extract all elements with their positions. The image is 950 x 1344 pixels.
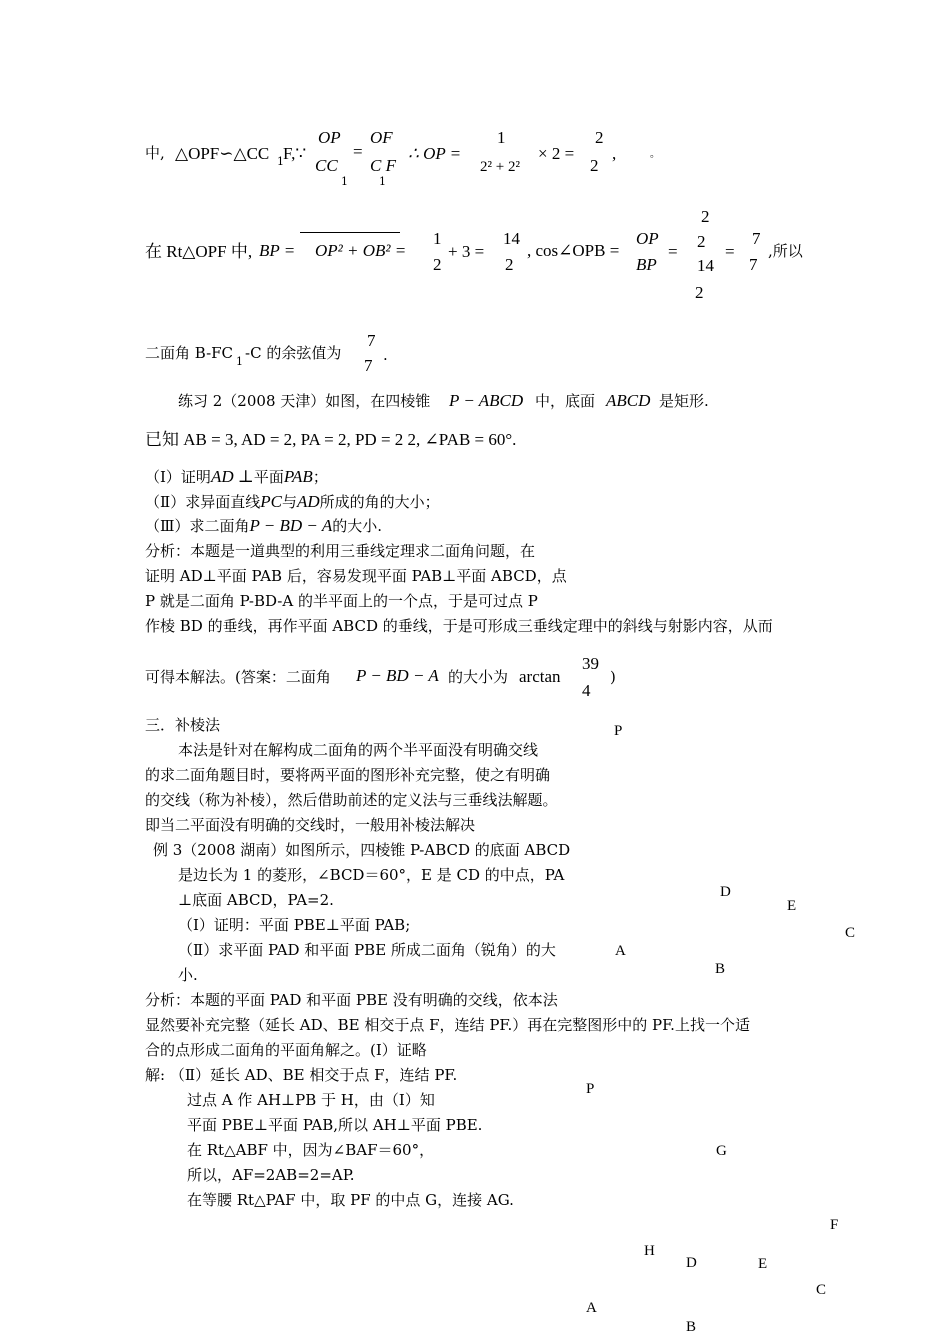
- label-b: B: [686, 1319, 697, 1335]
- analysis-line: 合的点形成二面角的平面角解之。(Ⅰ）证略: [145, 1041, 427, 1059]
- label-d: D: [686, 1255, 697, 1271]
- solution-line: 所以，AF=2AB=2=AP.: [187, 1166, 355, 1184]
- comma: ,: [612, 144, 617, 163]
- para-line: 即当二平面没有明确的交线时，一般用补棱法解决: [145, 816, 476, 834]
- end: .: [383, 346, 388, 364]
- solution-line: 在 Rt△ABF 中，因为∠BAF＝60°，: [187, 1141, 435, 1159]
- label-e: E: [787, 898, 797, 914]
- example-q2: （Ⅱ）求平面 PAD 和平面 PBE 所成二面角（锐角）的大: [178, 941, 556, 959]
- label-c: C: [845, 925, 856, 941]
- solution-line: 平面 PBE⊥平面 PAB,所以 AH⊥平面 PBE.: [187, 1116, 483, 1134]
- frac2-sub: 1: [379, 175, 386, 188]
- line1-math: P − ABCD: [449, 391, 524, 410]
- arctan: arctan: [519, 667, 561, 686]
- cos-opb: , cos∠OPB =: [527, 241, 620, 260]
- frac2-num: OF: [370, 128, 393, 147]
- f1-num: 1: [433, 229, 442, 248]
- f2-den: 2: [505, 255, 514, 274]
- question-1: （Ⅰ）证明AD ⊥平面PAB；: [145, 467, 328, 486]
- analysis-line: 证明 AD⊥平面 PAB 后，容易发现平面 PAB⊥平面 ABCD，点: [145, 567, 567, 585]
- bp-eq: BP =: [259, 241, 296, 260]
- label-d: D: [720, 884, 731, 900]
- f4-den: 14: [697, 256, 714, 275]
- sub: 1: [277, 155, 284, 168]
- para-line: 本法是针对在解构成二面角的两个半平面没有明确交线: [178, 741, 539, 759]
- label-g: G: [716, 1143, 727, 1159]
- rt-prefix: 在 Rt△OPF 中,: [145, 242, 253, 261]
- para-line: 的求二面角题目时，要将两平面的图形补充完整，使之有明确: [145, 766, 551, 784]
- example-q1: （Ⅰ）证明：平面 PBE⊥平面 PAB;: [178, 916, 411, 934]
- plus3: + 3 =: [448, 242, 485, 261]
- f4-num: 2: [697, 232, 706, 251]
- f1-den: 2: [433, 255, 442, 274]
- label-e: E: [758, 1256, 768, 1272]
- frac1-num: OP: [318, 128, 341, 147]
- period-mark: 。: [650, 149, 660, 160]
- f5-den: 7: [749, 255, 758, 274]
- f3-num: OP: [636, 229, 659, 248]
- solution-line: 在等腰 Rt△PAF 中，取 PF 的中点 G，连接 AG.: [187, 1191, 514, 1209]
- question-3: （Ⅲ）求二面角P − BD − A的大小.: [145, 516, 383, 535]
- label-a: A: [615, 943, 626, 959]
- f5-num: 7: [752, 229, 761, 248]
- radical-bar: [300, 232, 400, 233]
- label-p: P: [614, 723, 623, 739]
- para-line: 的交线（称为补棱），然后借助前述的定义法与三垂线法解题。: [145, 791, 558, 809]
- frac2-den: C F: [370, 156, 396, 175]
- label-p: P: [586, 1081, 595, 1097]
- solution-line: 解: （Ⅱ）延长 AD、BE 相交于点 F，连结 PF.: [145, 1066, 458, 1084]
- example-line: ⊥底面 ABCD，PA=2.: [178, 891, 334, 909]
- frac3-num: 1: [497, 128, 506, 147]
- line1-b: 中，底面: [535, 392, 596, 410]
- frac4-den: 2: [590, 156, 599, 175]
- analysis-line: 分析：本题的平面 PAD 和平面 PBE 没有明确的交线，依本法: [145, 991, 558, 1009]
- analysis-line: 作棱 BD 的垂线，再作平面 ABCD 的垂线，于是可形成三垂线定理中的斜线与射影内容，从而: [145, 617, 773, 635]
- frac3-den: 2² + 2²: [480, 159, 520, 175]
- answer-a: 可得本解法。(答案：二面角: [145, 668, 331, 686]
- line1-c: 是矩形.: [659, 392, 709, 410]
- analysis-line: 分析：本题是一道典型的利用三垂线定理求二面角问题，在: [145, 542, 536, 560]
- similar-text: △OPF∽△CC: [175, 144, 270, 163]
- example-line: 例 3（2008 湖南）如图所示，四棱锥 P-ABCD 的底面 ABCD: [153, 841, 571, 859]
- analysis-line: 显然要补充完整（延长 AD、BE 相交于点 F，连结 PF.）再在完整图形中的 PF.上找一个适: [145, 1016, 750, 1034]
- label-b: B: [715, 961, 726, 977]
- eq: =: [668, 242, 678, 261]
- den: 7: [364, 356, 373, 375]
- question-2: （Ⅱ）求异面直线PC与AD所成的角的大小；: [145, 492, 440, 511]
- label-h: H: [644, 1243, 655, 1259]
- frac1-den: CC: [315, 156, 338, 175]
- given-line: 已知 AB = 3, AD = 2, PA = 2, PD = 2 2, ∠PAB = 60°.: [145, 430, 517, 449]
- answer-b: 的大小为: [448, 668, 509, 686]
- example-line: 是边长为 1 的菱形，∠BCD＝60°，E 是 CD 的中点，PA: [178, 866, 565, 884]
- f4-top: 2: [701, 207, 710, 226]
- label-c: C: [816, 1282, 827, 1298]
- answer-math: P − BD − A: [356, 666, 439, 685]
- prefix: 中,: [145, 144, 165, 162]
- example-q2b: 小.: [178, 966, 198, 984]
- f4-bot: 2: [695, 283, 704, 302]
- label-f: F: [830, 1217, 839, 1233]
- times: × 2 =: [538, 144, 575, 163]
- eq: =: [353, 142, 363, 161]
- therefore: ∴ OP =: [408, 144, 462, 163]
- f3-den: BP: [636, 255, 657, 274]
- analysis-line: P 就是二面角 P-BD-A 的半平面上的一个点，于是可过点 P: [145, 592, 538, 610]
- text-a: 二面角 B-FC: [145, 344, 234, 362]
- arctan-num: 39: [582, 654, 599, 673]
- suffix: ,所以: [768, 242, 803, 260]
- f2-num: 14: [503, 229, 520, 248]
- frac4-num: 2: [595, 128, 604, 147]
- frac1-sub: 1: [341, 175, 348, 188]
- num: 7: [367, 331, 376, 350]
- sub: 1: [236, 355, 243, 368]
- section-title: 三．补棱法: [145, 716, 221, 734]
- line1-math2: ABCD: [606, 391, 651, 410]
- sqrt-expr: OP² + OB² =: [315, 241, 407, 260]
- solution-line: 过点 A 作 AH⊥PB 于 H，由（Ⅰ）知: [187, 1091, 435, 1109]
- because-text: F,∵: [283, 144, 307, 163]
- label-a: A: [586, 1300, 597, 1316]
- text-b: -C 的余弦值为: [245, 344, 342, 362]
- answer-c: ): [610, 668, 616, 686]
- line1-a: 练习 2（2008 天津）如图，在四棱锥: [178, 392, 431, 410]
- eq2: =: [725, 242, 735, 261]
- arctan-den: 4: [582, 681, 591, 700]
